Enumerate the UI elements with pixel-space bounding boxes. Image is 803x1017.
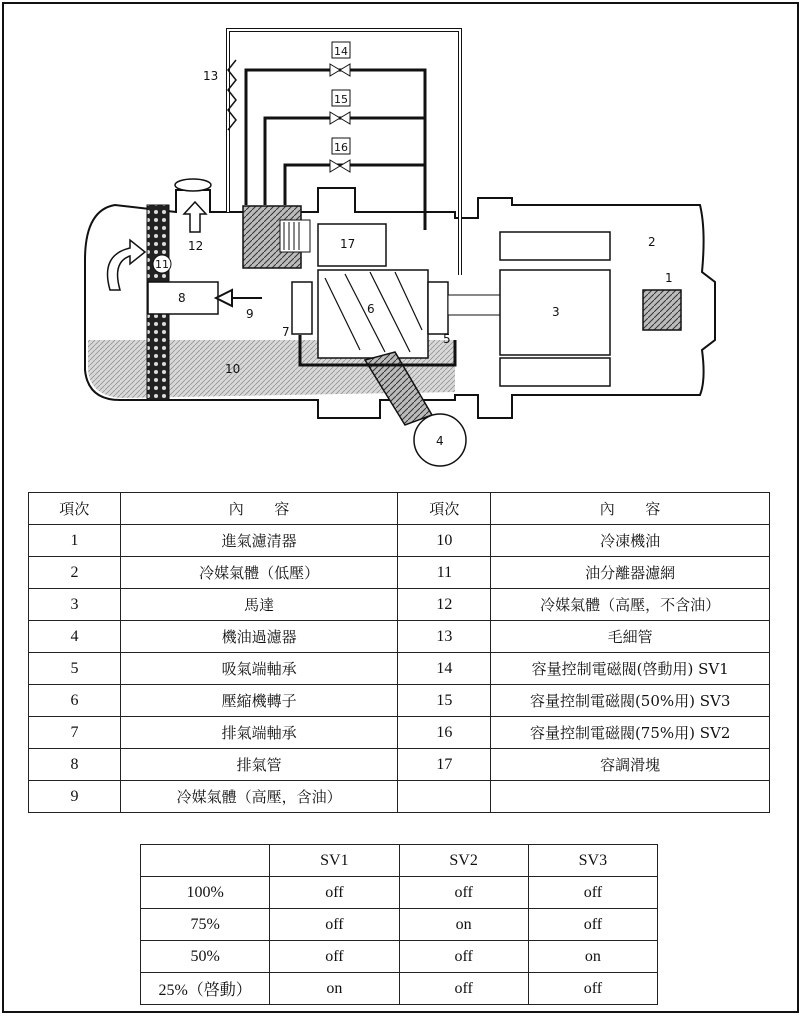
item-no: 12	[398, 589, 491, 621]
sv-header-row	[141, 845, 658, 877]
sv-state: off	[399, 877, 528, 909]
item-content: 冷媒氣體（高壓，不含油）	[491, 589, 770, 621]
table-row	[141, 877, 658, 909]
label-2: 2	[648, 235, 656, 249]
item-content: 冷媒氣體（高壓，含油）	[120, 781, 398, 813]
table-row	[29, 653, 770, 685]
header-sv1: SV1	[270, 845, 399, 877]
table-row	[29, 717, 770, 749]
item-no: 5	[29, 653, 121, 685]
label-8: 8	[178, 291, 186, 305]
table-row	[29, 621, 770, 653]
label-12: 12	[188, 239, 204, 253]
item-no: 2	[29, 557, 121, 589]
sv-state: off	[399, 973, 528, 1005]
item-content: 容量控制電磁閥(75%用) SV2	[491, 717, 770, 749]
label-1: 1	[665, 271, 673, 285]
sv-state: off	[528, 973, 657, 1005]
item-content: 毛細管	[491, 621, 770, 653]
label-11: 11	[155, 258, 169, 271]
header-content: 內 容	[120, 493, 398, 525]
table-row	[29, 685, 770, 717]
label-16: 16	[334, 141, 348, 154]
label-13: 13	[203, 69, 219, 83]
table-row	[141, 973, 658, 1005]
item-no: 4	[29, 621, 121, 653]
item-content: 排氣管	[120, 749, 398, 781]
header-content: 內 容	[491, 493, 770, 525]
item-no: 3	[29, 589, 121, 621]
sv-state: off	[270, 909, 399, 941]
table-row	[141, 909, 658, 941]
item-no: 17	[398, 749, 491, 781]
header-item-no: 項次	[29, 493, 121, 525]
item-content: 排氣端軸承	[120, 717, 398, 749]
sv-state: off	[528, 877, 657, 909]
label-10: 10	[225, 362, 241, 376]
compressor-diagram	[0, 0, 803, 480]
item-no: 15	[398, 685, 491, 717]
item-no: 11	[398, 557, 491, 589]
table-row	[29, 589, 770, 621]
item-no: 8	[29, 749, 121, 781]
item-no: 1	[29, 525, 121, 557]
label-17: 17	[340, 237, 356, 251]
capacity-level: 25%（啓動）	[141, 973, 270, 1005]
item-no: 6	[29, 685, 121, 717]
item-content: 進氣濾清器	[120, 525, 398, 557]
item-content	[491, 781, 770, 813]
capacity-level: 75%	[141, 909, 270, 941]
label-9: 9	[246, 307, 254, 321]
item-content: 壓縮機轉子	[120, 685, 398, 717]
item-content: 冷媒氣體（低壓）	[120, 557, 398, 589]
table-row	[141, 941, 658, 973]
label-3: 3	[552, 305, 560, 319]
capacity-level: 50%	[141, 941, 270, 973]
item-content: 機油過濾器	[120, 621, 398, 653]
label-7: 7	[282, 325, 290, 339]
sv-state: off	[528, 909, 657, 941]
sv-state: on	[528, 941, 657, 973]
header-blank	[141, 845, 270, 877]
label-4: 4	[436, 434, 444, 448]
item-no: 13	[398, 621, 491, 653]
item-no: 14	[398, 653, 491, 685]
parts-table	[28, 492, 770, 813]
solenoid-state-table	[140, 844, 658, 1005]
item-content: 油分離器濾網	[491, 557, 770, 589]
sv-state: on	[270, 973, 399, 1005]
sv-state: off	[270, 941, 399, 973]
item-no: 10	[398, 525, 491, 557]
table-row	[29, 749, 770, 781]
capacity-level: 100%	[141, 877, 270, 909]
label-6: 6	[367, 302, 375, 316]
label-14: 14	[334, 45, 348, 58]
parts-header-row	[29, 493, 770, 525]
item-content: 冷凍機油	[491, 525, 770, 557]
item-content: 容量控制電磁閥(50%用) SV3	[491, 685, 770, 717]
inlet-filter	[643, 290, 681, 330]
table-row	[29, 525, 770, 557]
label-5: 5	[443, 332, 451, 346]
label-15: 15	[334, 93, 348, 106]
item-content: 吸氣端軸承	[120, 653, 398, 685]
table-row	[29, 781, 770, 813]
header-sv3: SV3	[528, 845, 657, 877]
item-no: 16	[398, 717, 491, 749]
table-row	[29, 557, 770, 589]
item-no: 9	[29, 781, 121, 813]
item-content: 容調滑塊	[491, 749, 770, 781]
sv-state: off	[270, 877, 399, 909]
sv-state: off	[399, 941, 528, 973]
header-item-no: 項次	[398, 493, 491, 525]
header-sv2: SV2	[399, 845, 528, 877]
item-no	[398, 781, 491, 813]
item-content: 馬達	[120, 589, 398, 621]
item-no: 7	[29, 717, 121, 749]
item-content: 容量控制電磁閥(啓動用) SV1	[491, 653, 770, 685]
sv-state: on	[399, 909, 528, 941]
